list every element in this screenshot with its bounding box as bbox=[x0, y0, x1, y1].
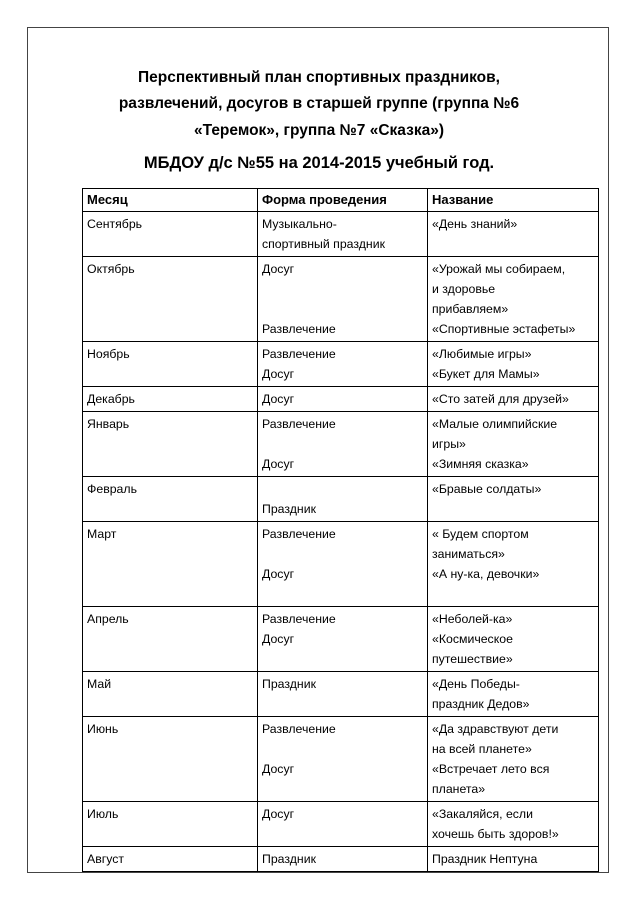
form-text bbox=[262, 479, 423, 499]
cell-month bbox=[83, 672, 258, 717]
form-text bbox=[262, 434, 423, 454]
cell-form bbox=[258, 257, 428, 342]
form-text bbox=[262, 739, 423, 759]
form-text bbox=[262, 279, 423, 299]
name-text: праздник Дедов» bbox=[432, 697, 530, 711]
cell-form bbox=[258, 847, 428, 872]
name-text: Праздник Нептуна bbox=[432, 852, 538, 866]
name-text: игры» bbox=[432, 437, 466, 451]
table-header-row bbox=[83, 189, 599, 212]
form-text: Праздник bbox=[262, 502, 316, 516]
month-text: Сентябрь bbox=[87, 217, 143, 231]
month-text: Июнь bbox=[87, 722, 119, 736]
table-row bbox=[83, 477, 599, 522]
form-text: Досуг bbox=[262, 632, 295, 646]
cell-month bbox=[83, 387, 258, 412]
table-body bbox=[83, 212, 599, 872]
month-text: Апрель bbox=[87, 612, 129, 626]
month-text: Март bbox=[87, 527, 117, 541]
table-row bbox=[83, 802, 599, 847]
title-line-2: развлечений, досугов в старшей группе (группа №6 bbox=[118, 95, 520, 112]
cell-name bbox=[428, 847, 599, 872]
name-text: «Спортивные эстафеты» bbox=[432, 322, 576, 336]
name-text: «Букет для Мамы» bbox=[432, 367, 540, 381]
name-text: «Малые олимпийские bbox=[432, 417, 558, 431]
form-text: Досуг bbox=[262, 457, 295, 471]
name-text: и здоровье bbox=[432, 282, 496, 296]
cell-name bbox=[428, 477, 599, 522]
form-text bbox=[262, 544, 423, 564]
cell-form bbox=[258, 342, 428, 387]
table-row bbox=[83, 607, 599, 672]
name-text: «Зимняя сказка» bbox=[432, 457, 529, 471]
month-text: Январь bbox=[87, 417, 130, 431]
cell-name bbox=[428, 387, 599, 412]
cell-name bbox=[428, 672, 599, 717]
cell-month bbox=[83, 412, 258, 477]
cell-form bbox=[258, 802, 428, 847]
month-text: Ноябрь bbox=[87, 347, 130, 361]
name-text: «Неболей-ка» bbox=[432, 612, 513, 626]
name-text: хочешь быть здоров!» bbox=[432, 827, 559, 841]
table-row bbox=[83, 847, 599, 872]
cell-name bbox=[428, 212, 599, 257]
form-text: Развлечение bbox=[262, 612, 336, 626]
cell-form bbox=[258, 387, 428, 412]
table-row bbox=[83, 387, 599, 412]
cell-name bbox=[428, 717, 599, 802]
cell-name bbox=[428, 257, 599, 342]
cell-name bbox=[428, 607, 599, 672]
month-text: Май bbox=[87, 677, 112, 691]
header-name: Название bbox=[428, 189, 599, 212]
cell-month bbox=[83, 257, 258, 342]
cell-name bbox=[428, 802, 599, 847]
form-text: спортивный праздник bbox=[262, 237, 385, 251]
month-text: Февраль bbox=[87, 482, 137, 496]
name-text: заниматься» bbox=[432, 547, 505, 561]
table-row bbox=[83, 212, 599, 257]
name-text: «Бравые солдаты» bbox=[432, 482, 542, 496]
table-row bbox=[83, 342, 599, 387]
form-text: Праздник bbox=[262, 677, 316, 691]
name-text: «День Победы- bbox=[432, 677, 520, 691]
cell-month bbox=[83, 607, 258, 672]
header-month: Месяц bbox=[83, 189, 258, 212]
form-text: Развлечение bbox=[262, 417, 336, 431]
name-text: прибавляем» bbox=[432, 302, 509, 316]
form-text: Досуг bbox=[262, 567, 295, 581]
form-text: Развлечение bbox=[262, 722, 336, 736]
month-text: Декабрь bbox=[87, 392, 135, 406]
cell-month bbox=[83, 522, 258, 607]
form-text: Музыкально- bbox=[262, 217, 337, 231]
form-text bbox=[262, 299, 423, 319]
name-text: на всей планете» bbox=[432, 742, 532, 756]
cell-month bbox=[83, 802, 258, 847]
cell-form bbox=[258, 672, 428, 717]
name-text: «Закаляйся, если bbox=[432, 807, 533, 821]
form-text: Досуг bbox=[262, 762, 295, 776]
cell-month bbox=[83, 342, 258, 387]
cell-form bbox=[258, 412, 428, 477]
cell-month bbox=[83, 717, 258, 802]
name-text: « Будем спортом bbox=[432, 527, 529, 541]
form-text: Досуг bbox=[262, 262, 295, 276]
cell-month bbox=[83, 847, 258, 872]
plan-table bbox=[82, 188, 599, 872]
table-row bbox=[83, 522, 599, 607]
form-text: Развлечение bbox=[262, 527, 336, 541]
cell-name bbox=[428, 412, 599, 477]
cell-form bbox=[258, 717, 428, 802]
name-text: «Урожай мы собираем, bbox=[432, 262, 566, 276]
table-row bbox=[83, 672, 599, 717]
cell-form bbox=[258, 477, 428, 522]
table-row bbox=[83, 717, 599, 802]
name-text: «Встречает лето вся bbox=[432, 762, 550, 776]
form-text bbox=[262, 584, 423, 604]
header-form: Форма проведения bbox=[258, 189, 428, 212]
name-text: путешествие» bbox=[432, 652, 513, 666]
name-text: планета» bbox=[432, 782, 486, 796]
title-line-1: Перспективный план спортивных праздников, bbox=[138, 69, 500, 86]
form-text: Развлечение bbox=[262, 322, 336, 336]
table-row bbox=[83, 412, 599, 477]
month-text: Июль bbox=[87, 807, 119, 821]
name-text: «Сто затей для друзей» bbox=[432, 392, 569, 406]
table-row bbox=[83, 257, 599, 342]
name-text: «Да здравствуют дети bbox=[432, 722, 559, 736]
cell-month bbox=[83, 477, 258, 522]
cell-month bbox=[83, 212, 258, 257]
form-text: Досуг bbox=[262, 392, 295, 406]
cell-form bbox=[258, 607, 428, 672]
name-text: «А ну-ка, девочки» bbox=[432, 567, 540, 581]
name-text: «День знаний» bbox=[432, 217, 518, 231]
name-text: «Космическое bbox=[432, 632, 513, 646]
cell-name bbox=[428, 342, 599, 387]
month-text: Октябрь bbox=[87, 262, 135, 276]
form-text: Праздник bbox=[262, 852, 316, 866]
month-text: Август bbox=[87, 852, 125, 866]
name-text: «Любимые игры» bbox=[432, 347, 532, 361]
title-line-3: «Теремок», группа №7 «Сказка») bbox=[194, 122, 444, 139]
form-text: Досуг bbox=[262, 367, 295, 381]
cell-form bbox=[258, 522, 428, 607]
cell-form bbox=[258, 212, 428, 257]
name-text bbox=[432, 584, 594, 604]
cell-name bbox=[428, 522, 599, 607]
form-text: Досуг bbox=[262, 807, 295, 821]
form-text: Развлечение bbox=[262, 347, 336, 361]
title-line-4: МБДОУ д/с №55 на 2014-2015 учебный год. bbox=[143, 154, 495, 172]
